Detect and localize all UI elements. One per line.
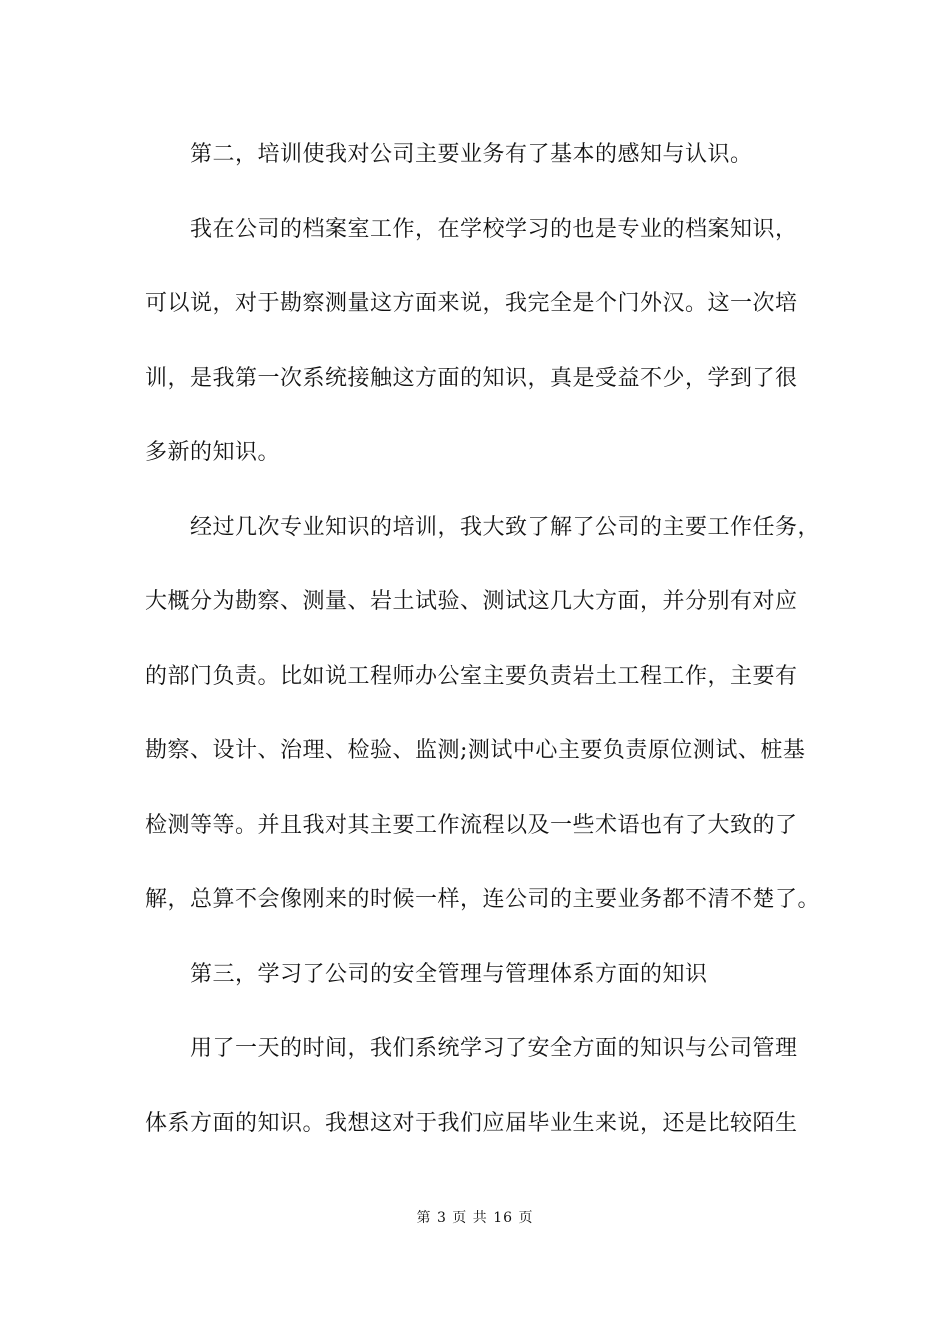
paragraph-line: 解，总算不会像刚来的时候一样，连公司的主要业务都不清不楚了。 [145,887,821,912]
paragraph-line: 训，是我第一次系统接触这方面的知识，真是受益不少，学到了很 [145,366,798,391]
paragraph-line: 检测等等。并且我对其主要工作流程以及一些术语也有了大致的了 [145,813,798,838]
paragraph-line: 大概分为勘察、测量、岩土试验、测试这几大方面，并分别有对应 [145,589,798,614]
paragraph-line: 多新的知识。 [145,440,281,465]
paragraph-line: 可以说，对于勘察测量这方面来说，我完全是个门外汉。这一次培 [145,291,798,316]
paragraph-line: 第三，学习了公司的安全管理与管理体系方面的知识 [190,962,708,987]
paragraph-line: 我在公司的档案室工作，在学校学习的也是专业的档案知识， [190,217,798,242]
paragraph-line: 的部门负责。比如说工程师办公室主要负责岩土工程工作，主要有 [145,664,798,689]
page-number: 第 3 页 共 16 页 [416,1210,534,1226]
paragraph-line: 勘察、设计、治理、检验、监测;测试中心主要负责原位测试、桩基 [145,738,806,763]
paragraph-line: 用了一天的时间，我们系统学习了安全方面的知识与公司管理 [190,1036,798,1061]
paragraph-line: 第二，培训使我对公司主要业务有了基本的感知与认识。 [190,142,753,167]
paragraph-line: 体系方面的知识。我想这对于我们应届毕业生来说，还是比较陌生 [145,1111,798,1136]
paragraph-line: 经过几次专业知识的培训，我大致了解了公司的主要工作任务， [190,515,821,540]
